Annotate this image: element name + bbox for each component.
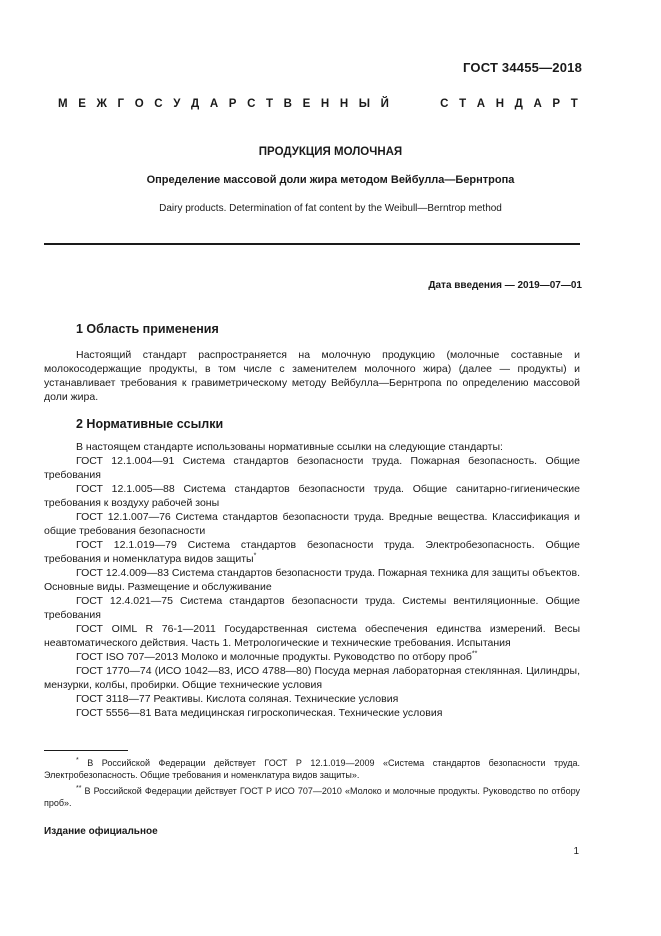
reference-item: ГОСТ 12.1.007—76 Система стандартов безопасности труда. Вредные вещества. Классификация и общие требования безопасности [44,511,580,537]
footnote-item: * В Российской Федерации действует ГОСТ Р 12.1.019—2009 «Система стандартов безопасности труда. Электробезопасность. Общие требования и номенклатура видов защиты». [44,757,580,780]
reference-item: ГОСТ 12.4.009—83 Система стандартов безопасности труда. Пожарная техника для защиты объектов. Основные виды. Размещение и обслуживание [44,567,580,593]
banner-letter: А [533,98,542,110]
banner-word-gap [400,98,430,110]
banner-letter: Т [459,98,467,110]
banner-letter: Е [78,98,86,110]
footnotes [44,757,580,813]
banner-letter: Р [228,98,237,110]
reference-item: ГОСТ 12.1.005—88 Система стандартов безопасности труда. Общие санитарно-гигиенические требования к воздуху рабочей зоны [44,483,580,509]
reference-item: ГОСТ OIML R 76-1—2011 Государственная система обеспечения единства измерений. Весы неавтоматического действия. Часть 1. Метрологические и технические требования. Испытания [44,623,580,649]
reference-item: ГОСТ 3118—77 Реактивы. Кислота соляная. Технические условия [76,693,399,705]
references-intro: В настоящем стандарте использованы нормативные ссылки на следующие стандарты: [76,441,503,453]
normative-references-list [44,440,580,720]
title-divider [44,243,580,245]
reference-item: ГОСТ 12.1.019—79 Система стандартов безопасности труда. Электробезопасность. Общие требования и номенклатура видов защиты* [44,539,580,565]
section-1-body [44,348,580,404]
banner-letter: Ж [96,98,107,110]
banner-letter: О [134,98,144,110]
reference-item: ГОСТ 1770—74 (ИСО 1042—83, ИСО 4788—80) Посуда мерная лабораторная стеклянная. Цилиндры, мензурки, колбы, пробирки. Общие технические условия [44,665,580,691]
reference-item: ГОСТ ISO 707—2013 Молоко и молочные продукты. Руководство по отбору проб** [76,650,478,663]
standard-code: ГОСТ 34455—2018 [463,60,582,75]
document-title-english: Dairy products. Determination of fat content by the Weibull—Berntrop method [159,203,502,214]
banner-letter: С [154,98,163,110]
section-2-heading: 2 Нормативные ссылки [76,417,224,431]
document-subtitle: Определение массовой доли жира методом Вейбулла—Бернтропа [146,174,515,186]
banner-letter: М [58,98,68,110]
banner-letter: Д [191,98,200,110]
banner-letter: Т [570,98,578,110]
banner-letter: У [173,98,181,110]
banner-letter: В [283,98,292,110]
banner-letter: Е [302,98,311,110]
reference-item: ГОСТ 12.4.021—75 Система стандартов безопасности труда. Системы вентиляционные. Общие требования [44,595,580,621]
banner-letter: Р [552,98,561,110]
banner-letter: Н [495,98,505,110]
official-edition-label: Издание официальное [44,826,158,837]
reference-item: ГОСТ 5556—81 Вата медицинская гигроскопическая. Технические условия [76,707,443,719]
page-number: 1 [573,846,579,857]
banner-letter: Д [514,98,523,110]
section-1-paragraph: Настоящий стандарт распространяется на молочную продукцию (молочные составные и молокосодержащие продукты, в том числе с заменителем молочного жира) (далее — продукты) и устанавливает требования к гравиметрическому методу Вейбулла—Бернтропа по определению массовой доли жира. [44,349,580,403]
interstate-standard-banner [58,98,578,110]
introduction-date: Дата введения — 2019—07—01 [428,280,582,291]
banner-letter: Н [339,98,349,110]
reference-item: ГОСТ 12.1.004—91 Система стандартов безопасности труда. Пожарная безопасность. Общие требования [44,455,580,481]
footnote-marker: ** [76,785,82,792]
banner-letter: С [247,98,256,110]
footnote-marker: ** [471,650,478,658]
banner-letter: А [209,98,219,110]
banner-letter: А [476,98,486,110]
footnote-marker: * [253,552,257,560]
banner-letter: С [440,98,449,110]
banner-letter: Г [117,98,125,110]
banner-letter: Н [320,98,330,110]
footnote-item: ** В Российской Федерации действует ГОСТ Р ИСО 707—2010 «Молоко и молочные продукты. Руководство по отбору проб». [44,785,580,808]
document-title: ПРОДУКЦИЯ МОЛОЧНАЯ [258,146,403,158]
banner-letter: Ы [358,98,371,110]
section-1-heading: 1 Область применения [76,322,219,336]
footnote-divider [44,750,128,751]
banner-letter: Т [266,98,274,110]
banner-letter: Й [380,98,389,110]
footnote-marker: * [76,757,79,764]
